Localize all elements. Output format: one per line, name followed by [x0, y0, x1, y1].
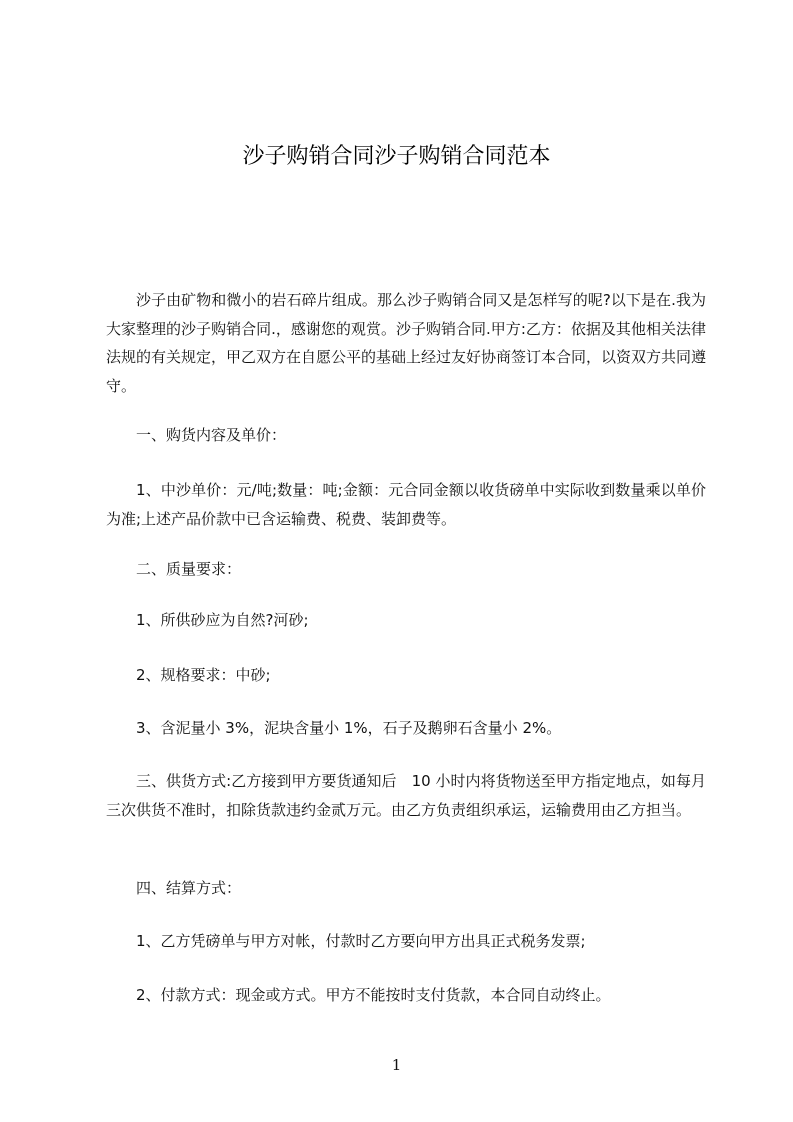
- section-heading-purchase: 一、购货内容及单价：: [136, 426, 287, 444]
- clause-invoice: 1、乙方凭磅单与甲方对帐，付款时乙方要向甲方出具正式税务发票;: [136, 932, 586, 950]
- document-title: 沙子购销合同沙子购销合同范本: [242, 144, 551, 169]
- clause-payment-method: 2、付款方式：现金或方式。甲方不能按时支付货款，本合同自动终止。: [136, 986, 611, 1004]
- section-heading-settlement: 四、结算方式：: [136, 879, 242, 897]
- section-heading-quality: 二、质量要求：: [136, 560, 242, 578]
- clause-mud-content: 3、含泥量小 3%，泥块含量小 1%，石子及鹅卵石含量小 2%。: [136, 719, 562, 737]
- clause-unit-price: 1、中沙单价：元/吨;数量：吨;金额：元合同金额以收货磅单中实际收到数量乘以单价为准;上述产品价款中已含运输费、税费、装卸费等。: [106, 481, 706, 528]
- intro-paragraph: 沙子由矿物和微小的岩石碎片组成。那么沙子购销合同又是怎样写的呢?以下是在.我为大家整理的沙子购销合同.，感谢您的观赏。沙子购销合同.甲方:乙方：依据及其他相关法律法规的有关规定，甲乙双方在自愿公平的基础上经过友好协商签订本合同，以资双方共同遵守。: [106, 291, 707, 395]
- clause-natural-sand: 1、所供砂应为自然?河砂;: [136, 611, 309, 629]
- section-supply-method: 三、供货方式:乙方接到甲方要货通知后 10 小时内将货物送至甲方指定地点，如每月三次供货不准时，扣除货款违约金贰万元。由乙方负责组织承运，运输费用由乙方担当。: [106, 772, 706, 819]
- page-number: 1: [391, 1056, 402, 1074]
- clause-specification: 2、规格要求：中砂;: [136, 666, 271, 684]
